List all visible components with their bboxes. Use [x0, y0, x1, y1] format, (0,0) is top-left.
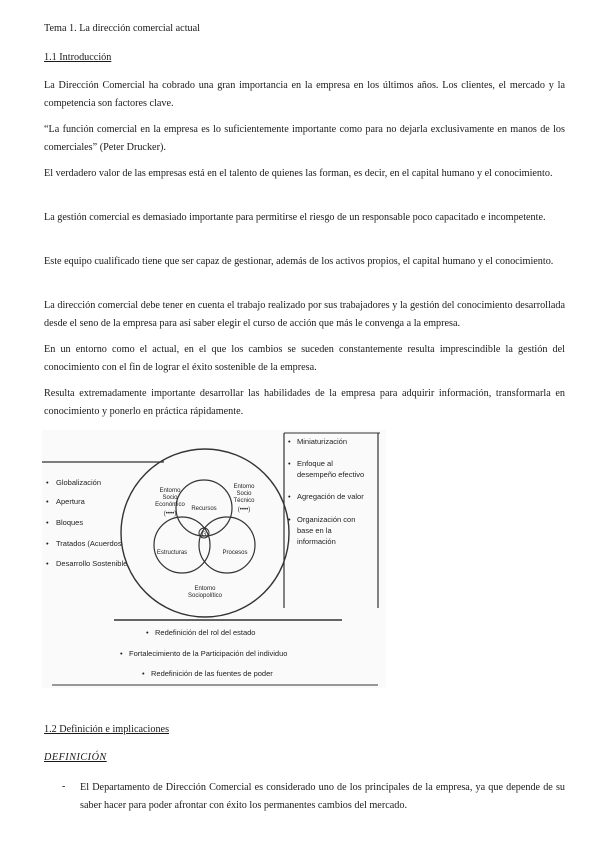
left-bullet-3: •	[46, 518, 49, 527]
political-label-2: Sociopolítico	[187, 593, 223, 599]
right-bullet-2: •	[288, 459, 291, 468]
right-bullet-1: •	[288, 437, 291, 446]
paragraph-4: La gestión comercial es demasiado importante para permitirse el riesgo de un responsable poco capacitado e incompetente.	[44, 212, 546, 223]
center-label: G	[201, 532, 207, 538]
right-item-miniaturizacion: Miniaturización	[297, 437, 348, 446]
paragraph-7: En un entorno como el actual, en el que los cambios se suceden constantemente resulta imprescindible la gestión del conocimiento con el fin de lograr el éxito sostenible de la empresa.	[44, 344, 565, 373]
right-bullet-4: •	[288, 515, 291, 524]
definition-list-marker: -	[62, 781, 66, 792]
technical-label-1: Entorno	[233, 484, 255, 490]
left-bullet-5: •	[46, 559, 49, 568]
paragraph-8: Resulta extremadamente importante desarrollar las habilidades de la empresa para adquirir información, transformarla en conocimiento y ponerlo en práctica rápidamente.	[44, 388, 565, 417]
section2-heading: 1.2 Definición e implicaciones	[44, 724, 170, 735]
political-label-1: Entorno	[194, 586, 216, 592]
bottom-item-participacion: Fortalecimiento de la Participación del individuo	[129, 649, 288, 658]
bottom-item-rol-estado: Redefinición del rol del estado	[155, 628, 256, 637]
bottom-bullet-1: •	[146, 628, 149, 637]
technical-marker: (••••)	[237, 507, 251, 513]
technical-label-3: Técnico	[233, 498, 255, 504]
left-item-desarrollo: Desarrollo Sostenible	[56, 559, 128, 568]
technical-label-2: Socio	[236, 491, 252, 497]
paragraph-5: Este equipo cualificado tiene que ser capaz de gestionar, además de los activos propios, el capital humano y el conocimiento.	[44, 256, 554, 267]
right-item-enfoque: Enfoque al	[297, 459, 333, 468]
right-bullet-3: •	[288, 492, 291, 501]
left-bullet-2: •	[46, 497, 49, 506]
diagram-svg	[42, 430, 386, 688]
environment-diagram	[42, 430, 386, 688]
label-procesos: Procesos	[222, 550, 248, 556]
section1-heading: 1.1 Introducción	[44, 52, 112, 63]
definition-item: El Departamento de Dirección Comercial es considerado uno de los principales de la empresa, ya que depende de su saber hacer para poder afrontar con éxito los permanentes cambios del mercado.	[80, 782, 565, 811]
right-item-organizacion: Organización con	[297, 515, 356, 524]
definition-label: DEFINICIÓN	[44, 752, 107, 763]
right-item-desempeno: desempeño efectivo	[297, 470, 365, 479]
economic-label-1: Entorno	[159, 488, 181, 494]
left-item-globalizacion: Globalización	[56, 478, 102, 487]
label-estructuras: Estructuras	[156, 550, 188, 556]
economic-label-3: Económico	[155, 502, 185, 508]
left-item-apertura: Apertura	[56, 497, 85, 506]
bottom-bullet-2: •	[120, 649, 123, 658]
paragraph-3: El verdadero valor de las empresas está en el talento de quienes las forman, es decir, en el capital humano y el conocimiento.	[44, 168, 553, 179]
paragraph-1: La Dirección Comercial ha cobrado una gran importancia en la empresa en los últimos años. Los clientes, el mercado y la competencia son factores clave.	[44, 80, 565, 109]
bottom-item-fuentes-poder: Redefinición de las fuentes de poder	[151, 669, 273, 678]
right-item-informacion: información	[297, 537, 336, 546]
paragraph-6: La dirección comercial debe tener en cuenta el trabajo realizado por sus trabajadores y la gestión del conocimiento desarrollada desde el seno de la empresa para así saber elegir el curso de acción que más le convenga a la empresa.	[44, 300, 565, 329]
right-item-base: base en la	[297, 526, 332, 535]
label-recursos: Recursos	[191, 506, 217, 512]
left-item-bloques: Bloques	[56, 518, 84, 527]
venn-circle-procesos	[199, 517, 255, 573]
topic-title: Tema 1. La dirección comercial actual	[44, 23, 200, 34]
economic-marker: (••••)	[163, 511, 177, 517]
left-bullet-4: •	[46, 539, 49, 548]
paragraph-2: “La función comercial en la empresa es lo suficientemente importante como para no dejarla exclusivamente en manos de los comerciales” (Peter Drucker).	[44, 124, 565, 153]
right-item-agregacion: Agregación de valor	[297, 492, 364, 501]
economic-label-2: Socio	[162, 495, 178, 501]
left-item-tratados: Tratados (Acuerdos	[56, 539, 122, 548]
bottom-bullet-3: •	[142, 669, 145, 678]
left-bullet-1: •	[46, 478, 49, 487]
